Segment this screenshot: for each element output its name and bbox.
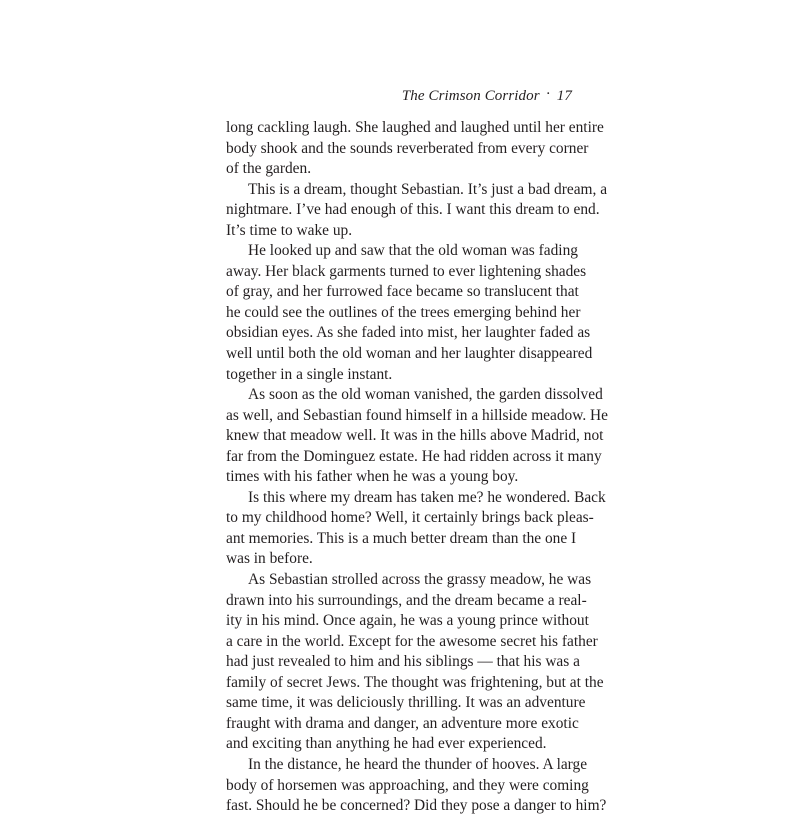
text-line: to my childhood home? Well, it certainly brings back pleas- — [226, 509, 594, 527]
text-line: of the garden. — [226, 160, 312, 178]
text-line: nightmare. I’ve had enough of this. I want this dream to end. — [226, 201, 600, 219]
book-title: The Crimson Corridor — [401, 88, 540, 104]
paragraph — [226, 118, 604, 180]
paragraph — [226, 755, 607, 817]
text-line: had just revealed to him and his siblings — that his was a — [226, 653, 580, 671]
running-head — [402, 88, 572, 105]
text-line: It’s time to wake up. — [226, 221, 353, 239]
text-line: ant memories. This is a much better dream than the one I — [226, 529, 577, 547]
text-line: fraught with drama and danger, an adventure more exotic — [226, 714, 579, 732]
text-line: fast. Should he be concerned? Did they pose a danger to him? — [226, 797, 607, 815]
text-line: ity in his mind. Once again, he was a young prince without — [226, 612, 589, 630]
text-line: same time, it was deliciously thrilling. It was an adventure — [226, 694, 586, 712]
text-line: a care in the world. Except for the awesome secret his father — [226, 632, 598, 650]
paragraph — [226, 488, 606, 570]
text-line: Is this where my dream has taken me? he wondered. Back — [248, 488, 606, 506]
text-line: family of secret Jews. The thought was frightening, but at the — [226, 673, 604, 691]
paragraph — [226, 385, 608, 488]
text-line: drawn into his surroundings, and the dream became a real- — [226, 591, 587, 609]
text-line: was in before. — [226, 550, 313, 568]
paragraph — [226, 570, 604, 755]
text-line: knew that meadow well. It was in the hills above Madrid, not — [226, 427, 604, 445]
text-line: as well, and Sebastian found himself in a hillside meadow. He — [226, 406, 608, 424]
paragraph — [226, 241, 593, 385]
header-separator: · — [545, 86, 551, 102]
text-line: long cackling laugh. She laughed and laughed until her entire — [226, 119, 604, 136]
body-text — [226, 118, 608, 817]
text-line: He looked up and saw that the old woman was fading — [248, 242, 578, 260]
page-number: 17 — [556, 88, 572, 104]
text-line: times with his father when he was a young boy. — [226, 468, 519, 486]
text-line: In the distance, he heard the thunder of hooves. A large — [248, 755, 588, 773]
text-line: and exciting than anything he had ever experienced. — [226, 735, 547, 753]
text-line: obsidian eyes. As she faded into mist, her laughter faded as — [226, 324, 591, 342]
text-line: As Sebastian strolled across the grassy meadow, he was — [248, 571, 592, 589]
text-line: away. Her black garments turned to ever lightening shades — [226, 262, 587, 280]
text-line: far from the Dominguez estate. He had ridden across it many — [226, 447, 602, 465]
text-line: of gray, and her furrowed face became so translucent that — [226, 283, 579, 301]
text-line: he could see the outlines of the trees emerging behind her — [226, 303, 581, 321]
text-line: As soon as the old woman vanished, the garden dissolved — [248, 386, 603, 404]
text-line: together in a single instant. — [226, 365, 393, 383]
text-line: body of horsemen was approaching, and they were coming — [226, 776, 589, 794]
text-line: body shook and the sounds reverberated from every corner — [226, 139, 589, 157]
text-line: This is a dream, thought Sebastian. It’s just a bad dream, a — [248, 180, 608, 198]
text-line: well until both the old woman and her laughter disappeared — [226, 345, 593, 363]
paragraph — [226, 180, 608, 242]
